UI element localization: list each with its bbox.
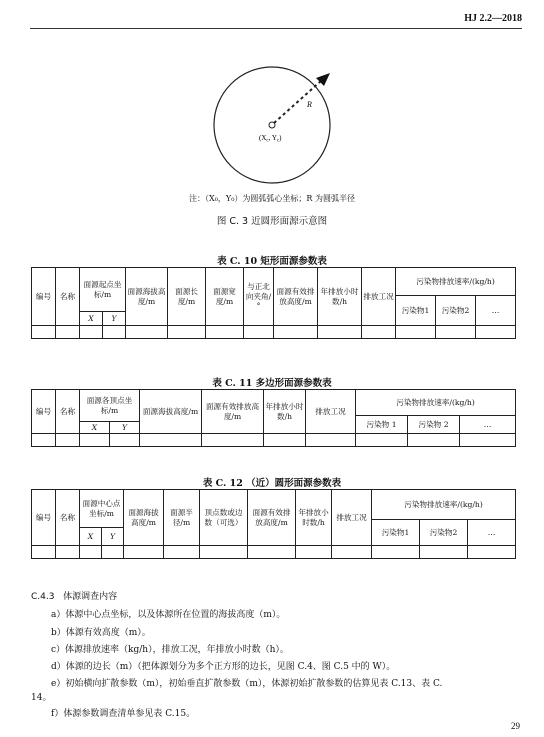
header-num: 编号 [32, 390, 56, 434]
figure-caption: 图 C. 3 近圆形面源示意图 [216, 216, 328, 227]
header-p1: 污染物1 [396, 296, 436, 326]
list-item: d）体源的边长（m）（把体源划分为多个正方形的边长，见图 C.4、图 C.5 中的 W）。 [51, 662, 396, 672]
header-cond: 排放工况 [362, 268, 396, 326]
list-item: c）体源排放速率（kg/h），排放工况，年排放小时数（h）。 [51, 645, 289, 655]
table-c11-caption: 表 C. 11 多边形面源参数表 [212, 378, 332, 389]
header-coord: 面源各顶点坐标/m [80, 390, 140, 422]
header-eff-height: 面源有效排放高度/m [202, 390, 264, 434]
header-cond: 排放工况 [332, 490, 372, 546]
page-number: 29 [511, 721, 520, 731]
table-c10 [31, 267, 516, 339]
header-rate: 污染物排放速率/(kg/h) [372, 490, 516, 520]
section-title: 体源调查内容 [63, 592, 118, 602]
center-label: ($X_c$, $Y_c$) [259, 134, 282, 144]
header-etc: … [476, 296, 516, 326]
header-x: X [80, 312, 103, 326]
list-item: e）初始横向扩散参数（m），初始垂直扩散参数（m），体源初始扩散参数的估算见表 C.13、表 C. [51, 679, 443, 689]
header-p2: 污染物2 [420, 520, 468, 546]
radius-arrowhead [316, 73, 330, 86]
header-hours: 年排放小时数/h [296, 490, 332, 546]
header-coord: 面源中心点坐标/m [80, 490, 124, 528]
header-len: 面源长度/m [168, 268, 206, 326]
table-row [32, 326, 516, 339]
header-eff-height: 面源有效排放高度/m [248, 490, 296, 546]
header-p2: 污染物2 [436, 296, 476, 326]
header-rule [30, 28, 522, 29]
header-wid: 面源宽度/m [206, 268, 244, 326]
section-heading [31, 589, 117, 602]
header-etc: … [460, 416, 516, 434]
header-name: 名称 [56, 490, 80, 546]
header-cond: 排放工况 [306, 390, 356, 434]
radius-label: R [307, 100, 312, 109]
header-elev: 面源海拔高度/m [140, 390, 202, 434]
header-etc: … [468, 520, 516, 546]
table-c12 [31, 489, 516, 559]
header-name: 名称 [56, 268, 80, 326]
table-c11 [31, 389, 516, 447]
header-x: X [80, 528, 102, 546]
header-p1: 污染物 1 [356, 416, 408, 434]
header-hours: 年排放小时数/h [264, 390, 306, 434]
header-rate: 污染物排放速率/(kg/h) [356, 390, 516, 416]
header-p1: 污染物1 [372, 520, 420, 546]
list-item: b）体源有效高度（m）。 [51, 628, 151, 638]
radius-line [274, 80, 322, 123]
header-eff-height: 面源有效排放高度/m [274, 268, 318, 326]
list-item: f）体源参数调查清单参见表 C.15。 [51, 709, 196, 719]
table-c10-caption: 表 C. 10 矩形面源参数表 [217, 256, 327, 267]
header-y: Y [102, 528, 124, 546]
header-p2: 污染物 2 [408, 416, 460, 434]
standard-code: HJ 2.2—2018 [464, 13, 522, 24]
header-radius: 面源半径/m [164, 490, 200, 546]
header-num: 编号 [32, 490, 56, 546]
figure-note: 注：（X₀，Y₀）为圆弧弧心坐标；R 为圆弧半径 [189, 194, 355, 203]
header-coord: 面源起点坐标/m [80, 268, 126, 312]
header-hours: 年排放小时数/h [318, 268, 362, 326]
header-rate: 污染物排放速率/(kg/h) [396, 268, 516, 296]
list-item-continuation: 14。 [31, 693, 52, 703]
section-number: C.4.3 [31, 592, 55, 602]
header-vertices: 顶点数或边数（可选） [200, 490, 248, 546]
header-name: 名称 [56, 390, 80, 434]
table-row [32, 434, 516, 447]
header-num: 编号 [32, 268, 56, 326]
header-y: Y [110, 422, 140, 434]
table-c12-caption: 表 C. 12 （近）圆形面源参数表 [202, 478, 342, 489]
header-y: Y [103, 312, 126, 326]
circular-area-source-figure [0, 36, 544, 211]
header-elev: 面源海拔高度/m [126, 268, 168, 326]
header-x: X [80, 422, 110, 434]
list-item: a）体源中心点坐标，以及体源所在位置的海拔高度（m）。 [51, 610, 286, 620]
table-row [32, 546, 516, 559]
header-elev: 面源海拔高度/m [124, 490, 164, 546]
header-angle: 与正北向夹角/° [244, 268, 274, 326]
